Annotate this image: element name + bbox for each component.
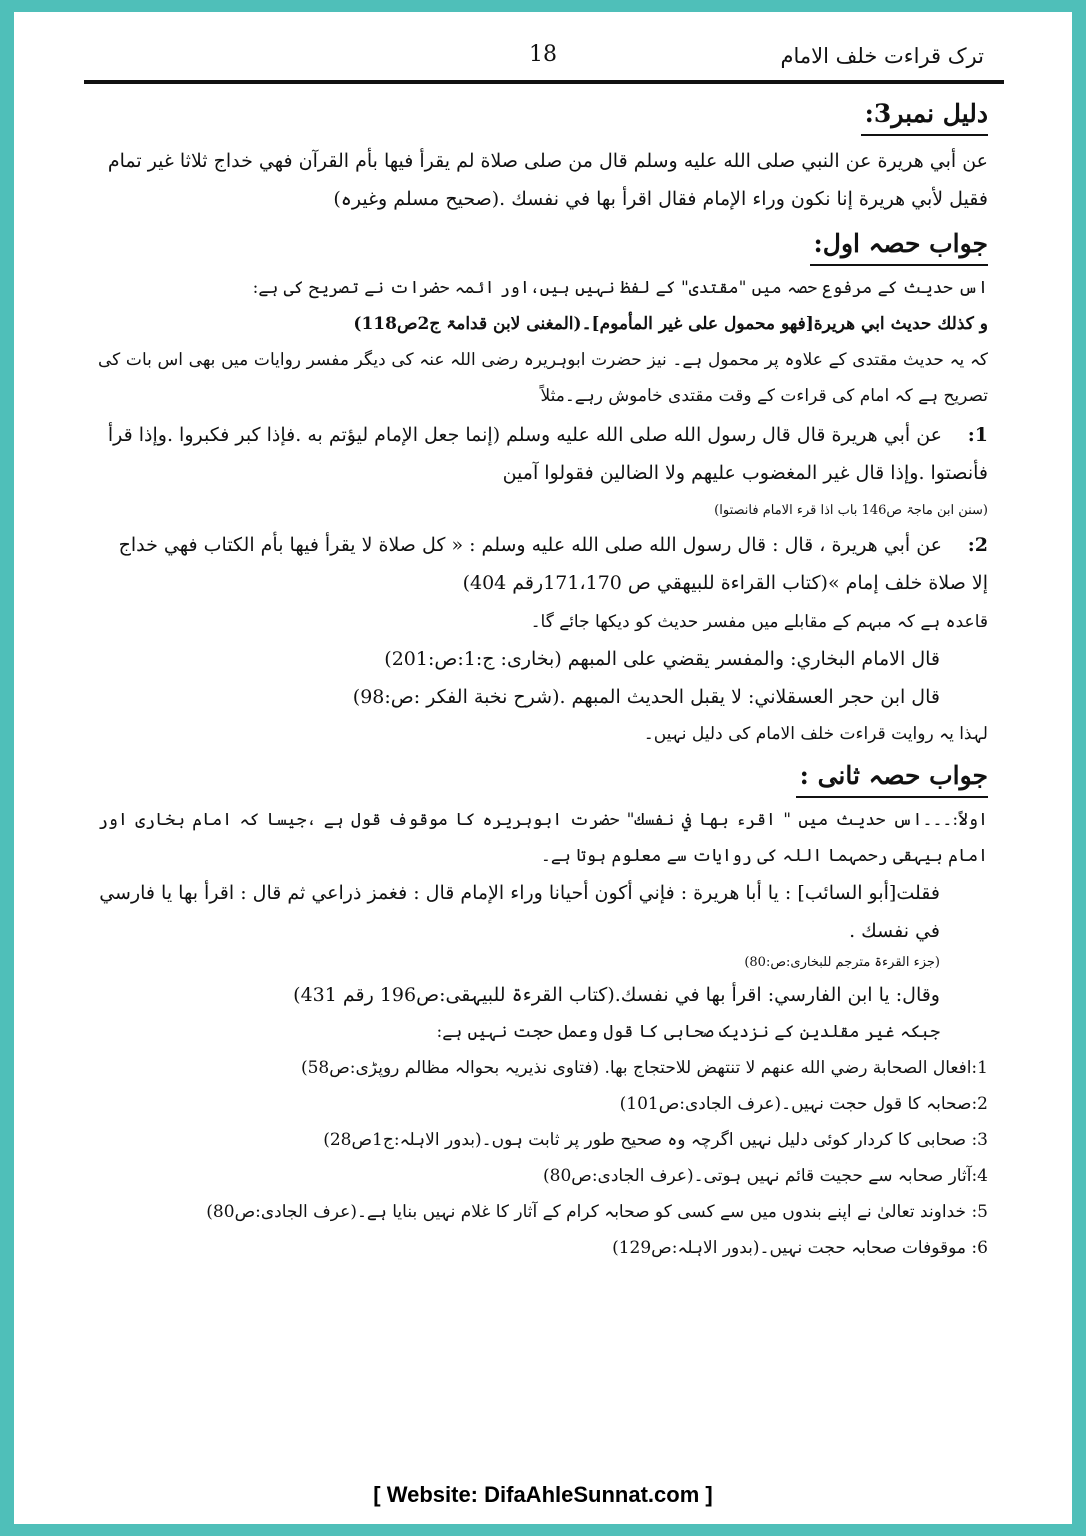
hadith-item-2 [98, 526, 988, 602]
asqalani-quote: قال ابن حجر العسقلاني: لا يقبل الحديث المبهم .(شرح نخبة الفكر :ص:98) [352, 686, 940, 708]
jawab1-paragraph-1: اس حدیث کے مرفوع حصہ میں "مقتدی" کے لفظ نہیں ہیں،اور ائمہ حضرات نے تصریح کی ہے: [252, 278, 988, 298]
book-title: ترک قراءت خلف الامام [780, 44, 984, 68]
jawab2-heading: جواب حصہ ثانی : [796, 758, 988, 798]
hadith-item-1-number: 1: [967, 424, 988, 446]
list-item: 6: موقوفات صحابہ حجت نہیں۔(بدور الاہلہ:ص129) [612, 1238, 988, 1258]
hadith-item-2-number: 2: [967, 534, 988, 556]
jawab1-paragraph-2: و كذلك حديث ابي هريرة[فهو محمول على غير المأموم]۔(المغنی لابن قدامۃ ج2ص118) [353, 314, 988, 334]
dalil-text-line-1: عن أبي هريرة عن النبي صلى الله عليه وسلم قال من صلى صلاة لم يقرأ فيها بأم القرآن فهي خداج ثلاثا غير تمام [107, 150, 988, 172]
dalil-heading: دلیل نمبر3: [861, 96, 988, 136]
conclusion-text: لہذا یہ روایت قراءت خلف الامام کی دلیل نہیں۔ [643, 724, 988, 744]
website-footer: [ Website: DifaAhleSunnat.com ] [373, 1482, 713, 1507]
hadith-item-1 [98, 416, 988, 492]
jawab2-paragraph-2: فقلت[أبو السائب] : يا أبا هريرة : فإني أكون أحيانا وراء الإمام قال : فغمز ذراعي ثم قال : اقرأ بها يا فارسي في نفسك . [99, 882, 940, 942]
jawab2-paragraph-4: جبکہ غیر مقلدین کے نزدیک صحابی کا قول وعمل حجت نہیں ہے: [436, 1022, 940, 1042]
hadith-item-2-text: عن أبي هريرة ، قال : قال رسول الله صلى الله عليه وسلم : « كل صلاة لا يقرأ فيها بأم الكتاب فهي خداج إلا صلاة خلف إمام »(كتاب القراءة للبيهقي ص 171،170رقم 404) [118, 534, 988, 594]
page-number: 18 [529, 42, 557, 67]
page-header [84, 40, 1002, 80]
jawab2-paragraph-3: وقال: يا ابن الفارسي: اقرأ بها في نفسك.(کتاب القرءۃ للبیہقی:ص196 رقم 431) [293, 984, 940, 1006]
header-divider [84, 80, 1004, 84]
page-content [98, 90, 988, 1266]
dalil-text-line-2: فقيل لأبي هريرة إنا نكون وراء الإمام فقال اقرأ بها في نفسك .(صحیح مسلم وغیرہ) [333, 188, 988, 210]
list-item: 1:افعال الصحابة رضي الله عنهم لا تنتهض للاحتجاج بها. (فتاوی نذیریہ بحوالہ مظالم روپڑی:ص58) [300, 1058, 988, 1078]
rule-text: قاعدہ ہے کہ مبہم کے مقابلے میں مفسر حدیث کو دیکھا جائے گا۔ [530, 612, 988, 632]
list-item: 5: خداوند تعالیٰ نے اپنے بندوں میں سے کسی کو صحابہ کرام کے آثار کا غلام نہیں بنایا ہے۔(عرف الجادی:ص80) [206, 1202, 988, 1222]
list-item: 2:صحابہ کا قول حجت نہیں۔(عرف الجادی:ص101) [619, 1094, 988, 1114]
bukhari-quote: قال الامام البخاري: والمفسر يقضي على المبهم (بخاری: ج:1:ص:201) [384, 648, 940, 670]
list-item: 3: صحابی کا کردار کوئی دلیل نہیں اگرچہ وہ صحیح طور پر ثابت ہوں۔(بدور الاہلہ:ج1ص28) [323, 1130, 988, 1150]
jawab1-heading: جواب حصہ اول: [810, 226, 988, 266]
hadith-item-1-reference: (سنن ابن ماجۃ ص146 باب اذا قرء الامام فانصتوا) [714, 503, 988, 518]
jawab2-paragraph-1: اولاً:۔۔۔اس حدیث میں " اقرء بها في نفسك" حضرت ابوہریرہ کا موقوف قول ہے ،جیسا کہ امام بخاری اور امام بیہقی رحمہما اللہ کی روایات سے معلوم ہوتا ہے۔ [98, 810, 988, 866]
jawab1-paragraph-3: کہ یہ حدیث مقتدی کے علاوہ پر محمول ہے۔ نیز حضرت ابوہریرہ رضی اللہ عنہ کی دیگر مفسر روایات میں بھی اس بات کی تصریح ہے کہ امام کی قراءت کے وقت مقتدی خاموش رہے۔مثلاً [98, 350, 988, 406]
list-item: 4:آثار صحابہ سے حجیت قائم نہیں ہوتی۔(عرف الجادی:ص80) [542, 1166, 988, 1186]
hadith-item-1-text: عن أبي هريرة قال قال رسول الله صلى الله عليه وسلم (إنما جعل الإمام ليؤتم به .فإذا كبر فكبروا .وإذا قرأ فأنصتوا .وإذا قال غير المغضوب عليهم ولا الضالين فقولوا آمين [107, 424, 988, 484]
jawab2-reference-1: (جزء القرءۃ مترجم للبخاری:ص:80) [744, 955, 940, 970]
page [14, 12, 1072, 1524]
